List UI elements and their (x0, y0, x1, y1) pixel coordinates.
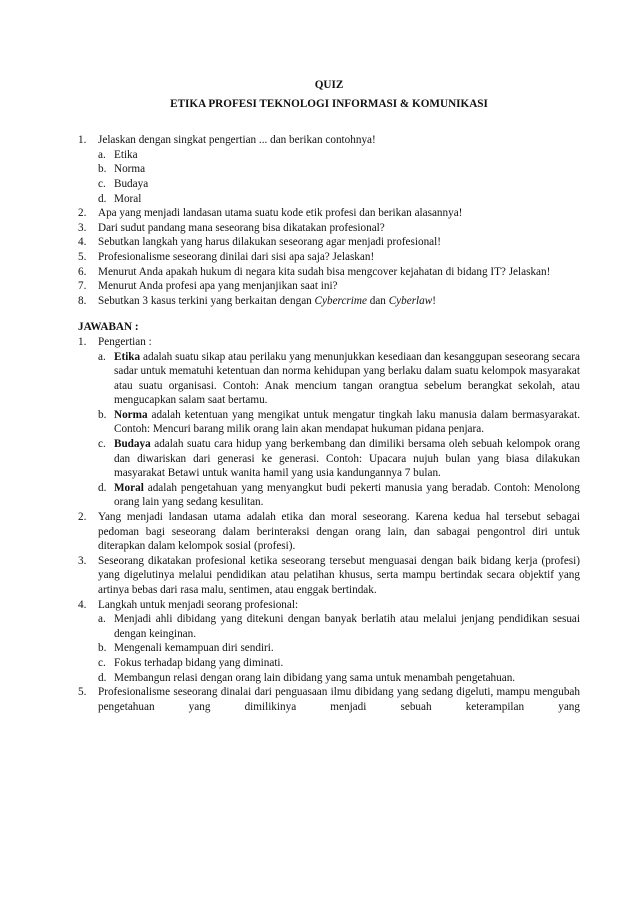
answer-item (78, 554, 580, 598)
question-item (78, 294, 580, 309)
question-text: Dari sudut pandang mana seseorang bisa dikatakan profesional? (98, 221, 385, 234)
subitem-letter: a. (98, 613, 106, 626)
answer-number: 1. (78, 335, 87, 348)
option-text: Norma (114, 163, 146, 176)
answer-number: 3. (78, 554, 87, 567)
subitem-text (114, 350, 580, 408)
question-text: Profesionalisme seseorang dinilai dari sisi apa saja? Jelaskan! (98, 250, 375, 263)
question-number: 1. (78, 134, 87, 147)
answer-item (78, 335, 580, 350)
subitem-letter: c. (98, 438, 106, 451)
subitem-text: Mengenali kemampuan diri sendiri. (114, 642, 274, 655)
answer-subitem (98, 656, 580, 671)
question-item (78, 250, 580, 265)
subitem-letter: d. (98, 481, 107, 494)
answers-heading: JAWABAN : (78, 321, 139, 334)
term: Etika (114, 350, 141, 363)
question-text: Apa yang menjadi landasan utama suatu kode etik profesi dan berikan alasannya! (98, 207, 463, 220)
question-item (78, 221, 580, 236)
question-text-part: ! (432, 294, 436, 307)
question-number: 8. (78, 294, 87, 307)
question-item (78, 206, 580, 221)
question-option (98, 148, 580, 163)
definition: adalah ketentuan yang mengikat untuk mengatur tingkah laku manusia dalam bermasyarakat. Contoh: Mencuri barang milik orang lain akan mendapat hukuman pidana penjara. (114, 408, 580, 436)
subitem-text: Membangun relasi dengan orang lain dibidang yang sama untuk menambah pengetahuan. (114, 671, 516, 684)
subitem-letter: d. (98, 671, 107, 684)
question-number: 4. (78, 236, 87, 249)
subitem-text (114, 408, 580, 437)
question-number: 7. (78, 280, 87, 293)
answer-item (78, 685, 580, 714)
option-text: Budaya (114, 177, 149, 190)
question-text: Jelaskan dengan singkat pengertian ... dan berikan contohnya! (98, 134, 376, 147)
definition: adalah suatu sikap atau perilaku yang menunjukkan kesediaan dan kesanggupan seseorang secara sadar untuk mematuhi ketentuan dan norma kehidupan yang berlaku dalam suatu kelompok masyarakat atau suatu organisasi. Contoh: Anak mencium tangan orangtua sebelum berangkat sekolah, atau mengucapkan salam saat bertamu. (114, 350, 580, 407)
subitem-letter: c. (98, 656, 106, 669)
subitem-text: Fokus terhadap bidang yang diminati. (114, 656, 284, 669)
question-option (98, 162, 580, 177)
question-text-part: Sebutkan 3 kasus terkini yang berkaitan dengan (98, 294, 315, 307)
subitem-letter: b. (98, 408, 107, 421)
answer-subitem (98, 481, 580, 510)
answer-subitem (98, 408, 580, 437)
option-letter: b. (98, 163, 107, 176)
question-number: 3. (78, 221, 87, 234)
option-text: Etika (114, 148, 138, 161)
question-number: 2. (78, 207, 87, 220)
answer-number: 2. (78, 511, 87, 524)
question-list (78, 133, 580, 308)
subitem-text (114, 437, 580, 481)
question-option (98, 192, 580, 207)
question-number: 6. (78, 265, 87, 278)
option-letter: a. (98, 148, 106, 161)
definition: adalah pengetahuan yang menyangkut budi pekerti manusia yang beradab. Contoh: Menolong orang lain yang sedang kesulitan. (114, 481, 580, 509)
answer-list (78, 335, 580, 714)
option-text: Moral (114, 192, 142, 205)
question-item (78, 279, 580, 294)
subitem-text: Menjadi ahli dibidang yang ditekuni dengan banyak berlatih atau melalui jenjang pendidikan sesuai dengan keinginan. (114, 613, 580, 640)
term: Budaya (114, 438, 151, 451)
answer-subitem (98, 612, 580, 641)
question-item (78, 235, 580, 250)
term-cyberlaw: Cyberlaw (388, 294, 433, 307)
option-letter: c. (98, 177, 106, 190)
question-text: Menurut Anda apakah hukum di negara kita sudah bisa mengcover kejahatan di bidang IT? Jelaskan! (98, 265, 551, 278)
term: Moral (114, 481, 144, 494)
answer-subitem (98, 437, 580, 481)
answer-text: Seseorang dikatakan profesional ketika seseorang tersebut menguasai dengan baik bidang kerja (profesi) yang digelutinya melalui pendidikan atau pelatihan khusus, serta mampu bertindak secara objektif yang artinya bebas dari rasa malu, sentimen, atau enggak bertindak. (98, 554, 580, 596)
answer-text: Langkah untuk menjadi seorang profesional: (98, 598, 299, 611)
answer-text: Yang menjadi landasan utama adalah etika dan moral seseorang. Karena kedua hal tersebut sebagai pedoman bagi seseorang dalam berinteraksi dengan orang lain, dan sabagai pengontrol diri untuk diterapkan dalam kelompok sosial (profesi). (98, 511, 580, 553)
doc-subtitle: ETIKA PROFESI TEKNOLOGI INFORMASI & KOMUNIKASI (170, 97, 488, 110)
term-cybercrime: Cybercrime (314, 294, 367, 307)
answer-text: Pengertian : (98, 335, 152, 348)
definition: adalah suatu cara hidup yang berkembang dan dimiliki bersama oleh sebuah kelompok orang dan diwariskan dari generasi ke generasi. Contoh: Upacara nujuh bulan yang biasa dilakukan masyarakat Betawi untuk wanita hamil yang usia kandungannya 7 bulan. (114, 438, 580, 480)
answer-subitem (98, 641, 580, 656)
question-option (98, 177, 580, 192)
doc-title: QUIZ (314, 79, 344, 91)
answer-number: 4. (78, 598, 87, 611)
question-text (98, 294, 580, 309)
question-number: 5. (78, 250, 87, 263)
subitem-text (114, 481, 580, 510)
answer-text: Profesionalisme seseorang dinalai dari penguasaan ilmu dibidang yang sedang digeluti, mampu mengubah pengetahuan yang dimilikinya menjadi sebuah keterampilan yang (98, 686, 580, 713)
answer-number: 5. (78, 686, 87, 699)
subitem-letter: b. (98, 642, 107, 655)
option-letter: d. (98, 192, 107, 205)
question-item (78, 133, 580, 148)
answer-item (78, 510, 580, 554)
answer-item (78, 598, 580, 613)
question-text: Menurut Anda profesi apa yang menjanjikan saat ini? (98, 280, 338, 293)
term: Norma (114, 408, 148, 421)
answer-subitem (98, 350, 580, 408)
answer-subitem (98, 671, 580, 686)
question-text-part: dan (366, 294, 389, 307)
question-item (78, 265, 580, 280)
subitem-letter: a. (98, 350, 106, 363)
question-text: Sebutkan langkah yang harus dilakukan seseorang agar menjadi profesional! (98, 236, 441, 249)
